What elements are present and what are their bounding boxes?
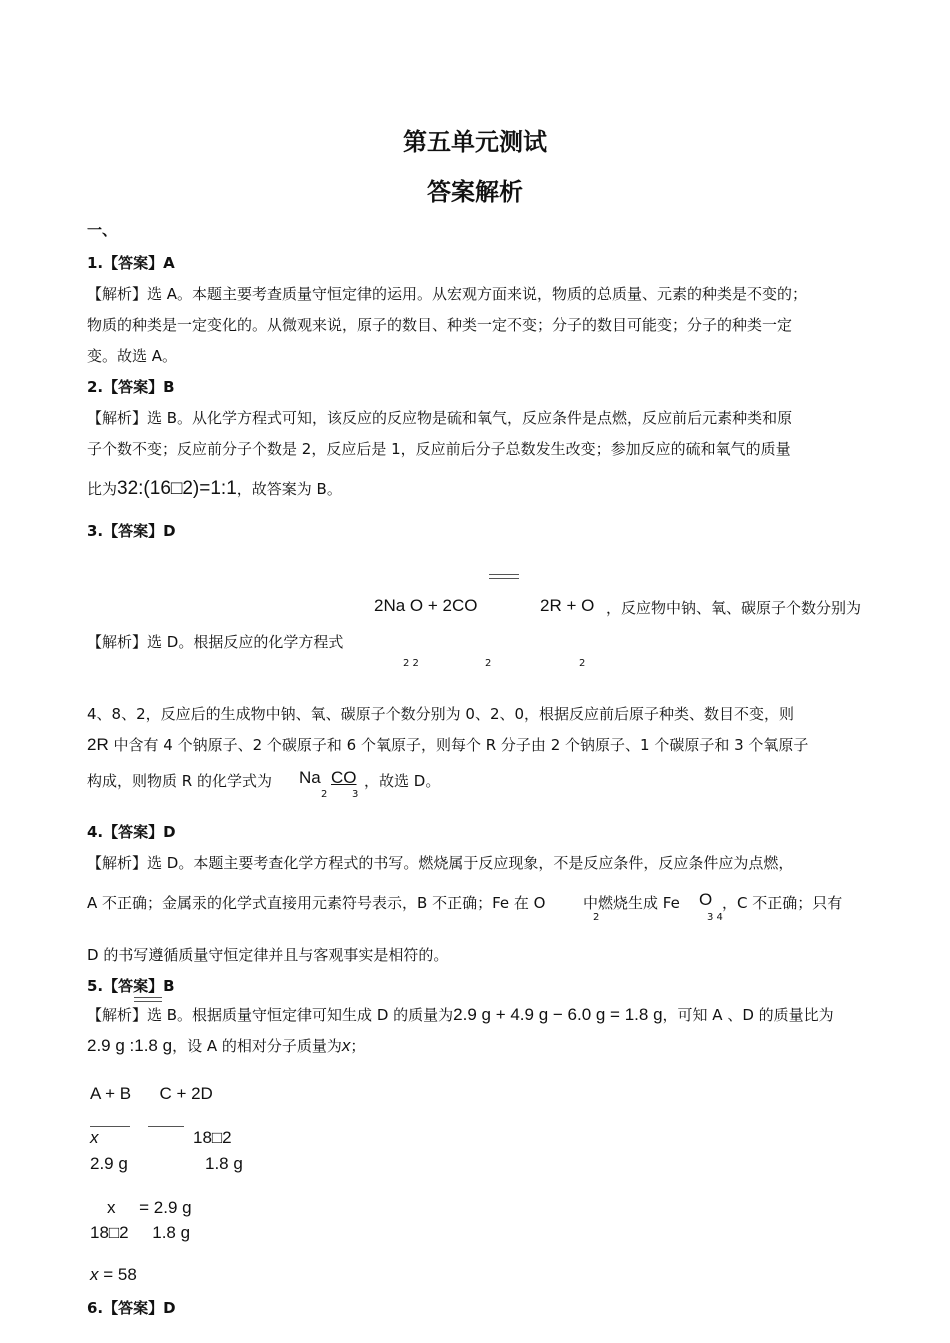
q5-ratio-formula: 2.9 g :1.8 g: [87, 1036, 173, 1055]
q3-subscript-co2: 2: [485, 658, 492, 669]
q2-explain-line1: 【解析】选 B。从化学方程式可知，该反应的反应物是硫和氧气，反应条件是点燃，反应前后元素种类和原: [87, 409, 793, 427]
q3-explain-line1: 【解析】选 D。根据反应的化学方程式: [87, 633, 344, 651]
q5-proportion-top: x = 2.9 g: [107, 1198, 192, 1217]
q4-explain-line1: 【解析】选 D。本题主要考查化学方程式的书写。燃烧属于反应现象，不是反应条件，反应条件应为点燃，: [87, 854, 794, 872]
q5-row1-value: 18□2: [193, 1128, 232, 1147]
equation-equals-line: [489, 574, 519, 575]
q3-line3-text: 中含有 4 个钠原子、2 个碳原子和 6 个氧原子，则每个 R 分子由 2 个钠原子、1 个碳原子和 3 个氧原子: [108, 736, 809, 754]
q5-result: [90, 1265, 137, 1285]
q3-formula-sub1: 2: [321, 789, 328, 800]
q5-row2-a: 2.9 g: [90, 1154, 128, 1173]
q5-answer: 5.【答案】B: [87, 977, 175, 995]
q5-proportion-bottom: 18□2 1.8 g: [90, 1223, 191, 1242]
q5-row2-b: 1.8 g: [205, 1154, 243, 1173]
q5-reaction-equation: A + B C + 2D: [90, 1084, 213, 1103]
page-subtitle: 答案解析: [427, 178, 523, 206]
q5-line2-suffix: ；: [350, 1037, 366, 1055]
q2-explain-line2: 子个数不变；反应前分子个数是 2，反应后是 1，反应前后分子总数发生改变；参加反应的硫和氧气的质量: [87, 440, 791, 458]
page-title: 第五单元测试: [403, 128, 547, 156]
q5-line1-suffix: ，可知 A 、D 的质量比为: [662, 1006, 834, 1024]
q6-answer: 6.【答案】D: [87, 1299, 176, 1317]
q2-explain-line3: [87, 478, 342, 500]
q4-fe3o4-o: O: [699, 890, 713, 909]
q5-row1-x: x: [90, 1128, 99, 1147]
q1-answer: 1.【答案】A: [87, 254, 175, 272]
q4-explain-line2a: A 不正确；金属汞的化学式直接用元素符号表示，B 不正确；Fe 在 O: [87, 894, 546, 912]
q4-subscript-fe3o4: 3 4: [707, 912, 723, 923]
q4-explain-line3: D 的书写遵循质量守恒定律并且与客观事实是相符的。: [87, 946, 449, 964]
q3-subscript-o2: 2: [579, 658, 586, 669]
q3-equation-left: 2Na O + 2CO: [374, 596, 478, 615]
q5-line2-text: ，设 A 的相对分子质量为: [172, 1037, 342, 1055]
q5-explain-line2: [87, 1035, 365, 1056]
q2-mass-ratio-formula: 32:(16□2)=1:1: [117, 478, 237, 499]
q4-explain-line2c: ，C 不正确；只有: [722, 894, 843, 912]
equation-equals-line: [489, 578, 519, 579]
q3-2r: 2R: [87, 735, 109, 754]
q3-formula-co: CO: [331, 768, 357, 787]
equation-equals-line: [134, 997, 162, 998]
q5-result-var: x: [90, 1265, 99, 1284]
q5-equation-line: [90, 1126, 130, 1127]
q3-explain-line2: 4、8、2，反应后的生成物中钠、氧、碳原子个数分别为 0、2、0，根据反应前后原子种类、数目不变，则: [87, 705, 795, 723]
q2-answer: 2.【答案】B: [87, 378, 175, 396]
section-label: 一、: [87, 221, 118, 239]
q4-answer: 4.【答案】D: [87, 823, 176, 841]
q5-result-value: = 58: [98, 1265, 137, 1284]
q3-formula-na: Na: [299, 768, 321, 787]
q2-line3-prefix: 比为: [87, 480, 118, 498]
q2-line3-suffix: ，故答案为 B。: [236, 480, 342, 498]
q3-equation-right: 2R + O: [540, 596, 595, 615]
q3-equation-tail: ，反应物中钠、氧、碳原子个数分别为: [606, 599, 862, 617]
q5-var-x: x: [341, 1036, 351, 1055]
q3-line4-suffix: ，故选 D。: [364, 772, 441, 790]
q3-explain-line3: [87, 734, 808, 755]
q5-line1-text: 【解析】选 B。根据质量守恒定律可知生成 D 的质量为: [87, 1006, 454, 1024]
equation-equals-line: [134, 1001, 162, 1002]
q4-subscript-o2: 2: [593, 912, 600, 923]
q1-explain-line2: 物质的种类是一定变化的。从微观来说，原子的数目、种类一定不变；分子的数目可能变；分子的种类一定: [87, 316, 793, 334]
q3-explain-line4: 构成，则物质 R 的化学式为: [87, 772, 272, 790]
q1-explain-line1: 【解析】选 A。本题主要考查质量守恒定律的运用。从宏观方面来说，物质的总质量、元素的种类是不变的；: [87, 285, 808, 303]
q5-mass-formula: 2.9 g + 4.9 g − 6.0 g = 1.8 g: [453, 1005, 663, 1024]
q3-subscript-na2o2: 2 2: [403, 658, 419, 669]
q5-explain-line1: [87, 1004, 834, 1025]
q3-answer: 3.【答案】D: [87, 522, 176, 540]
q3-formula-sub2: 3: [352, 789, 359, 800]
q4-explain-line2b: 中燃烧生成 Fe: [583, 894, 680, 912]
q1-explain-line3: 变。故选 A。: [87, 347, 178, 365]
q5-equation-line: [148, 1126, 184, 1127]
